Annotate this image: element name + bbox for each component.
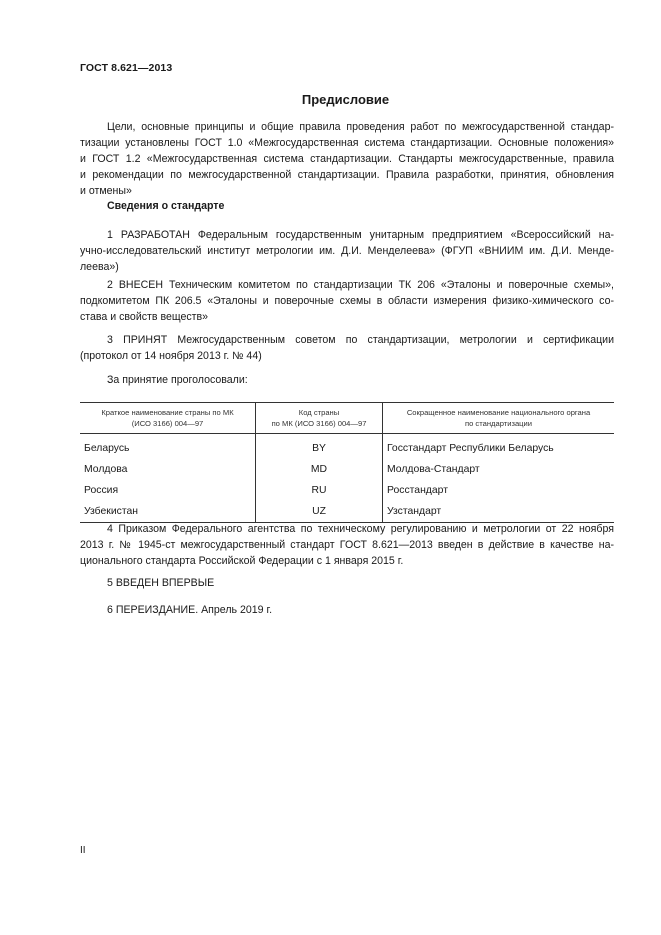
table-row (80, 459, 614, 480)
column-header-code (256, 403, 383, 434)
cell-body: Госстандарт Республики Беларусь (383, 434, 615, 460)
text-line: 2 ВНЕСЕН Техническим комитетом по стандартизации ТК 206 «Эталоны и поверочные схемы», (107, 279, 614, 291)
text-line: и ГОСТ 1.2 «Межгосударственная система стандартизации. Стандарты межгосударственные, правила (80, 153, 614, 165)
table-row (80, 434, 614, 460)
cell-country: Россия (84, 485, 119, 496)
text-line: и рекомендации по межгосударственной стандартизации. Правила разработки, принятия, обновления (80, 169, 614, 181)
cell-country: Беларусь (84, 443, 130, 454)
text-line: (протокол от 14 ноября 2013 г. № 44) (80, 350, 262, 362)
column-header-country (80, 403, 256, 434)
text-line: ционального стандарта Российской Федерации с 1 января 2015 г. (80, 555, 404, 567)
column-header-body (383, 403, 615, 434)
voted-label: За принятие проголосовали: (107, 374, 248, 386)
table-header-row (80, 403, 614, 434)
text-line: подкомитетом ПК 206.5 «Эталоны и поверочные схемы в области измерения физико-химического со- (80, 295, 614, 307)
header-line: Код страны (298, 408, 340, 417)
cell-country: Узбекистан (80, 501, 256, 523)
text-line: тизации установлены ГОСТ 1.0 «Межгосударственная система стандартизации. Основные положения» (80, 137, 614, 149)
item-3-paragraph (80, 332, 614, 364)
foreword-intro-paragraph (80, 119, 614, 199)
page-number: II (80, 845, 86, 856)
text-line: 2013 г. № 1945-ст межгосударственный стандарт ГОСТ 8.621—2013 введен в действие в качестве на- (80, 539, 614, 551)
text-line: става и свойств веществ» (80, 311, 209, 323)
header-line: Краткое наименование страны по МК (101, 408, 234, 417)
cell-body: Молдова-Стандарт (383, 459, 615, 480)
header-line: Сокращенное наименование национального органа (406, 408, 591, 417)
cell-code: RU (256, 480, 383, 501)
cell-country: Молдова (84, 464, 128, 475)
foreword-title: Предисловие (301, 92, 390, 107)
text-line: учно-исследовательский институт метрологии им. Д.И. Менделеева» (ФГУП «ВНИИМ им. Д.И. Менде- (80, 245, 614, 257)
item-5-text: 5 ВВЕДЕН ВПЕРВЫЕ (107, 577, 215, 589)
cell-body: Росстандарт (383, 480, 615, 501)
cell-code: MD (256, 459, 383, 480)
table-row (80, 501, 614, 523)
voting-countries-table (80, 402, 614, 523)
text-line: леева») (80, 261, 119, 273)
standard-info-heading: Сведения о стандарте (107, 200, 225, 212)
cell-code: BY (256, 434, 383, 460)
item-2-paragraph (80, 277, 614, 325)
text-line: Цели, основные принципы и общие правила проведения работ по межгосударственной стандар- (107, 121, 614, 133)
table-row (80, 480, 614, 501)
text-line: и отмены» (80, 185, 132, 197)
item-4-paragraph (80, 521, 614, 569)
cell-code: UZ (256, 501, 383, 523)
document-code-header: ГОСТ 8.621—2013 (80, 62, 173, 74)
text-line: 3 ПРИНЯТ Межгосударственным советом по стандартизации, метрологии и сертификации (107, 334, 614, 346)
item-6-text: 6 ПЕРЕИЗДАНИЕ. Апрель 2019 г. (107, 604, 273, 616)
header-line: (ИСО 3166) 004—97 (131, 419, 204, 428)
header-line: по МК (ИСО 3166) 004—97 (271, 419, 367, 428)
header-line: по стандартизации (464, 419, 533, 428)
item-1-paragraph (80, 227, 614, 275)
cell-body: Узстандарт (383, 501, 615, 523)
text-line: 1 РАЗРАБОТАН Федеральным государственным унитарным предприятием «Всероссийский на- (107, 229, 614, 241)
text-line: 4 Приказом Федерального агентства по техническому регулированию и метрологии от 22 ноября (107, 523, 614, 535)
